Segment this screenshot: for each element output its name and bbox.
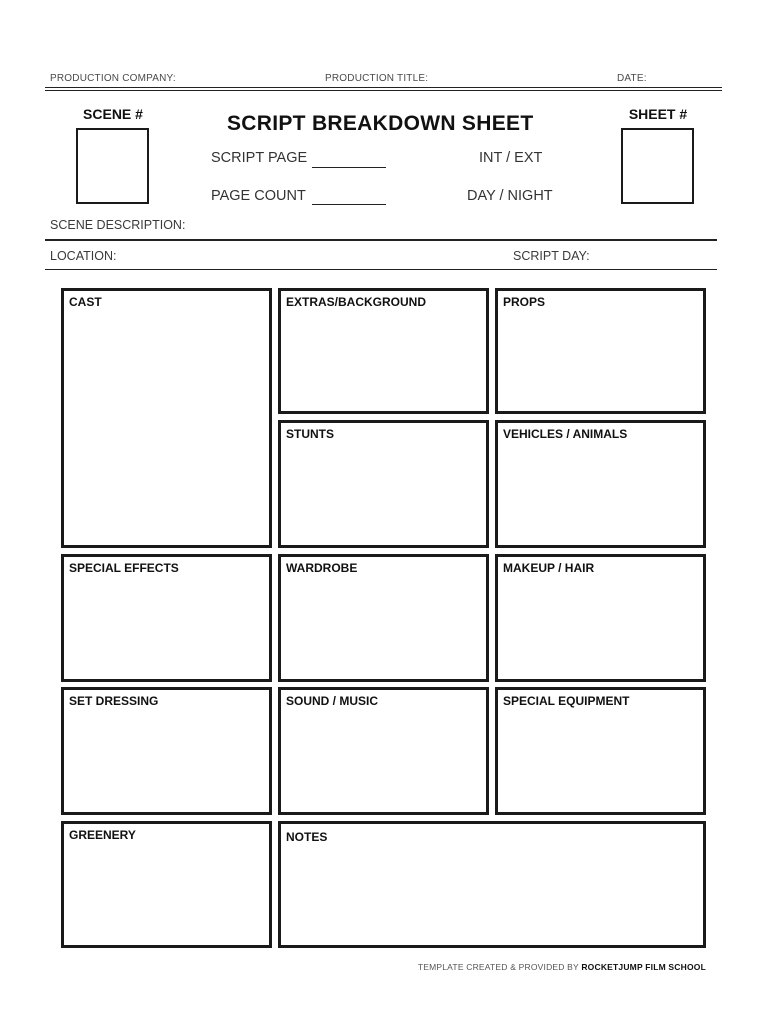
extras-background-box[interactable]: [278, 288, 489, 414]
vehicles-animals-label: VEHICLES / ANIMALS: [503, 427, 628, 441]
notes-box[interactable]: [278, 821, 706, 948]
day-night-label: DAY / NIGHT: [467, 188, 553, 204]
wardrobe-box[interactable]: [278, 554, 489, 682]
scene-number-box[interactable]: [76, 128, 149, 204]
footer-prefix: TEMPLATE CREATED & PROVIDED BY: [417, 962, 579, 972]
stunts-label: STUNTS: [286, 427, 334, 441]
special-equipment-label: SPECIAL EQUIPMENT: [503, 694, 630, 708]
makeup-hair-label: MAKEUP / HAIR: [503, 561, 595, 575]
script-day-label: SCRIPT DAY:: [513, 249, 590, 263]
wardrobe-label: WARDROBE: [286, 561, 358, 575]
cast-box[interactable]: [61, 288, 272, 548]
page-count-label: PAGE COUNT: [211, 188, 306, 204]
set-dressing-box[interactable]: [61, 687, 272, 815]
script-page-label: SCRIPT PAGE: [211, 150, 308, 166]
date-label: DATE:: [617, 73, 647, 84]
extras-background-label: EXTRAS/BACKGROUND: [286, 295, 427, 309]
vehicles-animals-box[interactable]: [495, 420, 706, 548]
int-ext-label: INT / EXT: [479, 150, 543, 166]
sheet-number-label: SHEET #: [628, 106, 688, 122]
script-page-field[interactable]: [312, 167, 386, 168]
location-label: LOCATION:: [50, 249, 117, 263]
special-equipment-box[interactable]: [495, 687, 706, 815]
props-label: PROPS: [503, 295, 546, 309]
production-title-label: PRODUCTION TITLE:: [325, 73, 429, 84]
location-line[interactable]: [45, 269, 717, 270]
scene-number-label: SCENE #: [83, 106, 143, 122]
footer-credit: [418, 962, 706, 972]
greenery-box[interactable]: [61, 821, 272, 948]
footer-brand: ROCKETJUMP FILM SCHOOL: [581, 962, 706, 972]
special-effects-label: SPECIAL EFFECTS: [69, 561, 179, 575]
props-box[interactable]: [495, 288, 706, 414]
sound-music-box[interactable]: [278, 687, 489, 815]
set-dressing-label: SET DRESSING: [69, 694, 159, 708]
sheet-number-box[interactable]: [621, 128, 694, 204]
sound-music-label: SOUND / MUSIC: [286, 694, 379, 708]
production-company-label: PRODUCTION COMPANY:: [50, 73, 176, 84]
notes-label: NOTES: [286, 830, 328, 844]
header-rule-bottom: [45, 90, 722, 91]
page-count-field[interactable]: [312, 204, 386, 205]
scene-description-label: SCENE DESCRIPTION:: [50, 218, 186, 232]
stunts-box[interactable]: [278, 420, 489, 548]
scene-description-line[interactable]: [45, 239, 717, 241]
makeup-hair-box[interactable]: [495, 554, 706, 682]
cast-label: CAST: [69, 295, 102, 309]
special-effects-box[interactable]: [61, 554, 272, 682]
greenery-label: GREENERY: [69, 828, 136, 842]
page-title: SCRIPT BREAKDOWN SHEET: [227, 112, 534, 135]
header-rule-top: [45, 87, 722, 88]
